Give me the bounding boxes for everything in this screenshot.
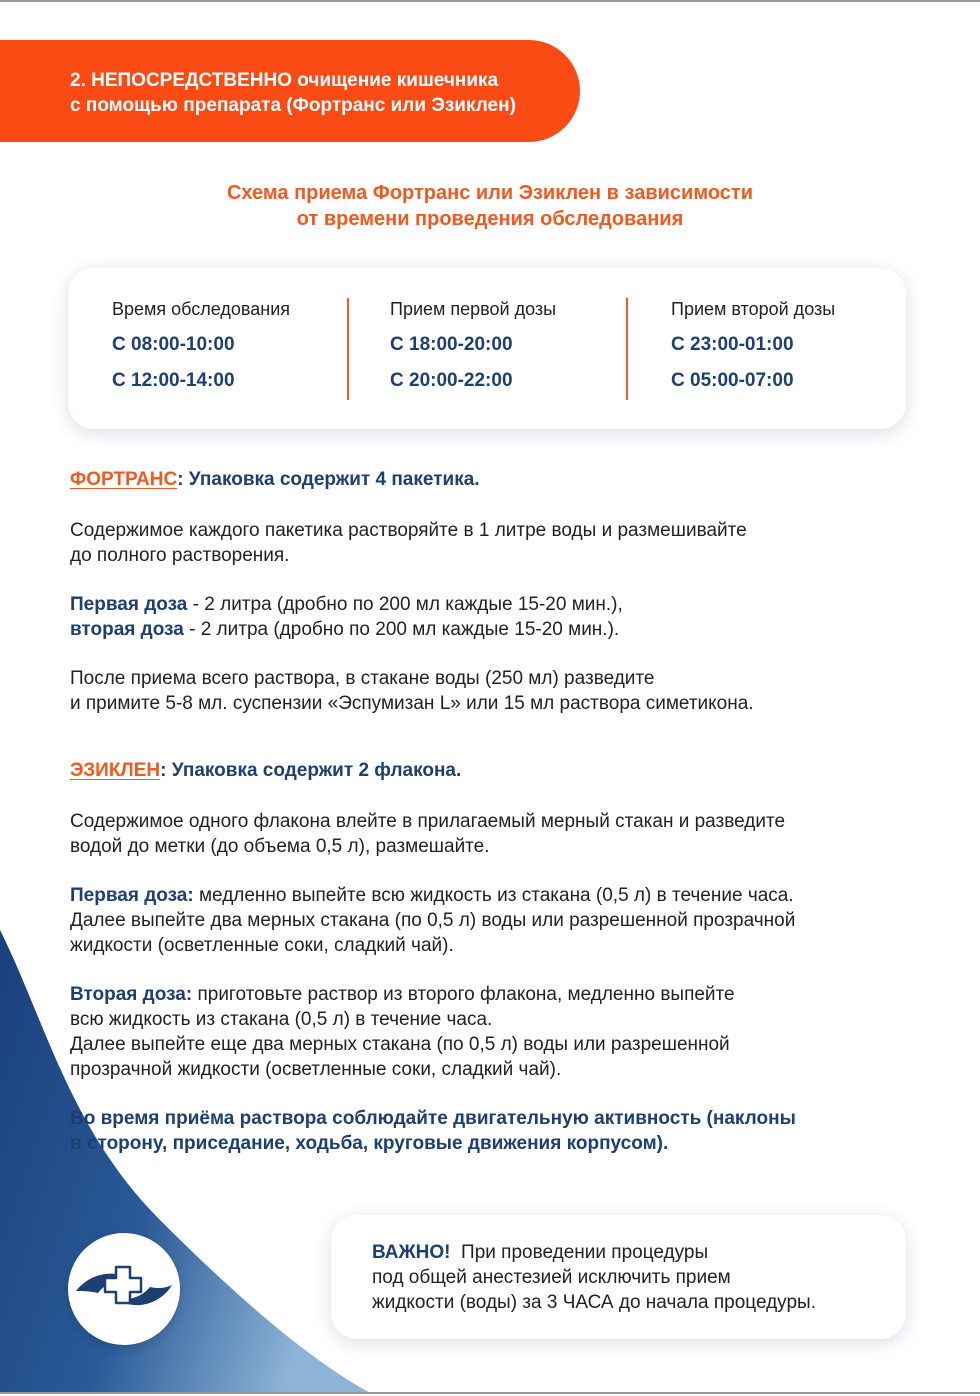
column-divider bbox=[347, 298, 349, 400]
text-line: прозрачной жидкости (осветленные соки, сладкий чай). bbox=[70, 1059, 562, 1080]
fortrans-dose-1 bbox=[70, 592, 910, 617]
schedule-value: С 18:00-20:00 bbox=[390, 334, 513, 355]
eziklen-heading bbox=[70, 760, 461, 782]
text-line: Далее выпейте еще два мерных стакана (по 0,5 л) воды или разрешенной bbox=[70, 1034, 730, 1055]
schedule-column-second-dose bbox=[671, 298, 835, 392]
text-line: в сторону, приседание, ходьба, круговые движения корпусом). bbox=[70, 1133, 669, 1154]
schedule-column-exam-time bbox=[112, 298, 290, 392]
text-line: до полного растворения. bbox=[70, 545, 290, 566]
eziklen-dose-2 bbox=[70, 982, 910, 1082]
text-line bbox=[372, 1240, 906, 1265]
schedule-value: С 05:00-07:00 bbox=[671, 370, 794, 391]
text-line: Далее выпейте два мерных стакана (по 0,5 л) воды или разрешенной прозрачной bbox=[70, 910, 796, 931]
text-line: всю жидкость из стакана (0,5 л) в течение часа. bbox=[70, 1009, 493, 1030]
eziklen-dose-1 bbox=[70, 883, 910, 958]
header-line-1: 2. НЕПОСРЕДСТВЕННО очищение кишечника bbox=[70, 70, 499, 91]
fortrans-title: : Упаковка содержит 4 пакетика. bbox=[177, 469, 480, 490]
clinic-logo-icon bbox=[68, 1233, 180, 1345]
scheme-title-line-1: Схема приема Фортранс или Эзиклен в зависимости bbox=[226, 182, 754, 204]
header-line-2: с помощью препарата (Фортранс или Эзиклен) bbox=[70, 95, 516, 116]
scheme-title-line-2: от времени проведения обследования bbox=[296, 208, 684, 230]
dose-label: Первая доза: bbox=[70, 885, 194, 906]
eziklen-instructions bbox=[70, 809, 910, 859]
schedule-column-header: Время обследования bbox=[112, 299, 291, 319]
fortrans-doses bbox=[70, 592, 910, 642]
dose-label: вторая доза bbox=[70, 619, 184, 640]
fortrans-instructions bbox=[70, 518, 910, 568]
schedule-value: С 08:00-10:00 bbox=[112, 334, 235, 355]
activity-note bbox=[70, 1106, 796, 1156]
text-line: После приема всего раствора, в стакане воды (250 мл) разведите bbox=[70, 668, 655, 689]
dose-text: медленно выпейте всю жидкость из стакана (0,5 л) в течение часа. bbox=[193, 885, 794, 906]
important-label: ВАЖНО! bbox=[372, 1242, 451, 1263]
text-line bbox=[70, 982, 910, 1007]
eziklen-brand: ЭЗИКЛЕН bbox=[70, 760, 161, 781]
fortrans-dose-2 bbox=[70, 617, 910, 642]
dose-label: Первая доза bbox=[70, 594, 188, 615]
fortrans-heading bbox=[70, 469, 480, 491]
text-line: под общей анестезией исключить прием bbox=[372, 1267, 731, 1288]
column-divider bbox=[626, 298, 628, 400]
schedule-card bbox=[68, 268, 906, 429]
text-line: Содержимое одного флакона влейте в прилагаемый мерный стакан и разведите bbox=[70, 811, 786, 832]
fortrans-after-note bbox=[70, 666, 910, 716]
eziklen-title: : Упаковка содержит 2 флакона. bbox=[160, 760, 462, 781]
text-line bbox=[70, 883, 910, 908]
schedule-column-header: Прием второй дозы bbox=[671, 299, 836, 319]
important-text: При проведении процедуры bbox=[450, 1242, 709, 1263]
schedule-value: С 12:00-14:00 bbox=[112, 370, 235, 391]
scheme-title bbox=[0, 180, 980, 232]
text-line: Во время приёма раствора соблюдайте двигательную активность (наклоны bbox=[70, 1108, 796, 1129]
dose-text: - 2 литра (дробно по 200 мл каждые 15-20 мин.). bbox=[183, 619, 620, 640]
schedule-value: С 23:00-01:00 bbox=[671, 334, 794, 355]
bottom-border-line bbox=[0, 1392, 980, 1394]
schedule-column-header: Прием первой дозы bbox=[390, 299, 557, 319]
clinic-logo bbox=[68, 1233, 180, 1345]
section-header-banner bbox=[0, 40, 580, 142]
text-line: жидкости (осветленные соки, сладкий чай). bbox=[70, 935, 454, 956]
schedule-column-first-dose bbox=[390, 298, 556, 392]
text-line: Содержимое каждого пакетика растворяйте в 1 литре воды и размешивайте bbox=[70, 520, 747, 541]
text-line: водой до метки (до объема 0,5 л), размешайте. bbox=[70, 836, 490, 857]
dose-text: - 2 литра (дробно по 200 мл каждые 15-20 мин.), bbox=[187, 594, 623, 615]
text-line: жидкости (воды) за 3 ЧАСА до начала процедуры. bbox=[372, 1292, 816, 1313]
dose-label: Вторая доза: bbox=[70, 984, 193, 1005]
schedule-value: С 20:00-22:00 bbox=[390, 370, 513, 391]
text-line: и примите 5-8 мл. суспензии «Эспумизан L» или 15 мл раствора симетикона. bbox=[70, 693, 754, 714]
dose-text: приготовьте раствор из второго флакона, медленно выпейте bbox=[192, 984, 735, 1005]
important-notice-card bbox=[331, 1215, 906, 1339]
fortrans-brand: ФОРТРАНС bbox=[70, 469, 178, 490]
